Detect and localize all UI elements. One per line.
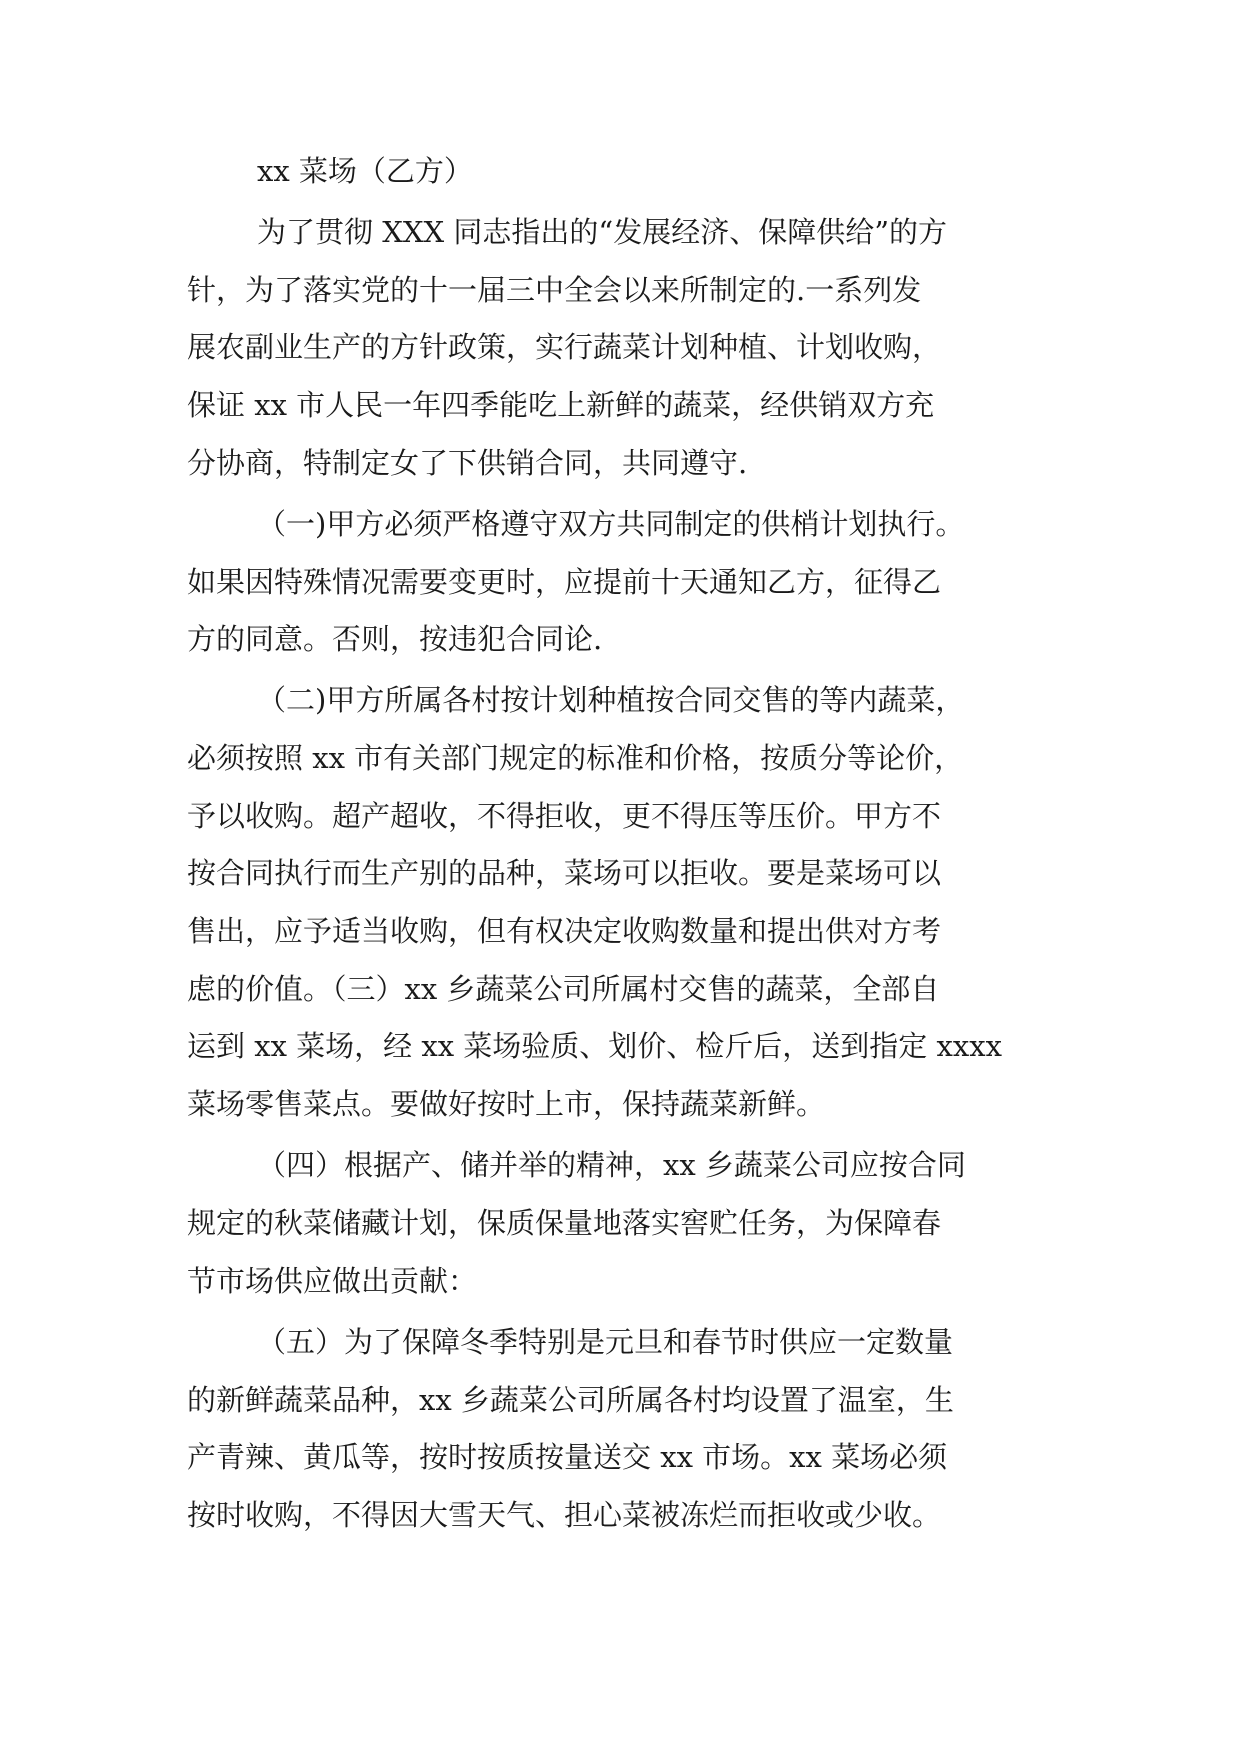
clause-1-line-1: （一)甲方必须严格遵守双方共同制定的供梢计划执行。	[257, 507, 965, 541]
preamble-line-5: 分协商，特制定女了下供销合同，共同遵守.	[187, 446, 748, 480]
preamble-line-1: 为了贯彻 XXX 同志指出的“发展经济、保障供给”的方	[257, 215, 948, 249]
clause-1-line-2: 如果因特殊情况需要变更时，应提前十天通知乙方，征得乙	[187, 565, 942, 599]
clause-5-line-1: （五）为了保障冬季特别是元旦和春节时供应一定数量	[257, 1325, 954, 1359]
party-b-line: xx 菜场（乙方）	[257, 154, 473, 188]
clause-2-line-2: 必须按照 xx 市有关部门规定的标准和价格，按质分等论价，	[187, 741, 964, 775]
clause-4-line-2: 规定的秋菜储藏计划，保质保量地落实窖贮任务，为保障春	[187, 1206, 942, 1240]
clause-2-line-1: （二)甲方所属各村按计划种植按合同交售的等内蔬菜，	[257, 683, 965, 717]
preamble-line-2: 针，为了落实党的十一届三中全会以来所制定的.一系列发	[187, 273, 922, 307]
clause-3-line-3: 菜场零售菜点。要做好按时上市，保持蔬菜新鲜。	[187, 1087, 826, 1121]
clause-2-line-6: 虑的价值。（三）xx 乡蔬菜公司所属村交售的蔬菜，全部自	[187, 972, 940, 1006]
clause-2-line-3: 予以收购。超产超收，不得拒收，更不得压等压价。甲方不	[187, 799, 942, 833]
clause-4-line-1: （四）根据产、储并举的精神，xx 乡蔬菜公司应按合同	[257, 1148, 966, 1182]
preamble-line-3: 展农副业生产的方针政策，实行蔬菜计划种植、计划收购，	[187, 330, 942, 364]
clause-5-line-4: 按时收购，不得因大雪天气、担心菜被冻烂而拒收或少收。	[187, 1498, 942, 1532]
clause-4-line-3: 节市场供应做出贡献：	[187, 1264, 478, 1298]
clause-2-line-4: 按合同执行而生产别的品种，菜场可以拒收。要是菜场可以	[187, 856, 942, 890]
clause-1-line-3: 方的同意。否则，按违犯合同论.	[187, 622, 603, 656]
clause-3-line-2: 运到 xx 菜场，经 xx 菜场验质、划价、检斤后，送到指定 xxxx	[187, 1029, 1002, 1063]
clause-5-line-3: 产青辣、黄瓜等，按时按质按量送交 xx 市场。xx 菜场必须	[187, 1440, 948, 1474]
clause-5-line-2: 的新鲜蔬菜品种，xx 乡蔬菜公司所属各村均设置了温室，生	[187, 1383, 954, 1417]
preamble-line-4: 保证 xx 市人民一年四季能吃上新鲜的蔬菜，经供销双方充	[187, 388, 935, 422]
clause-2-line-5: 售出，应予适当收购，但有权决定收购数量和提出供对方考	[187, 914, 942, 948]
